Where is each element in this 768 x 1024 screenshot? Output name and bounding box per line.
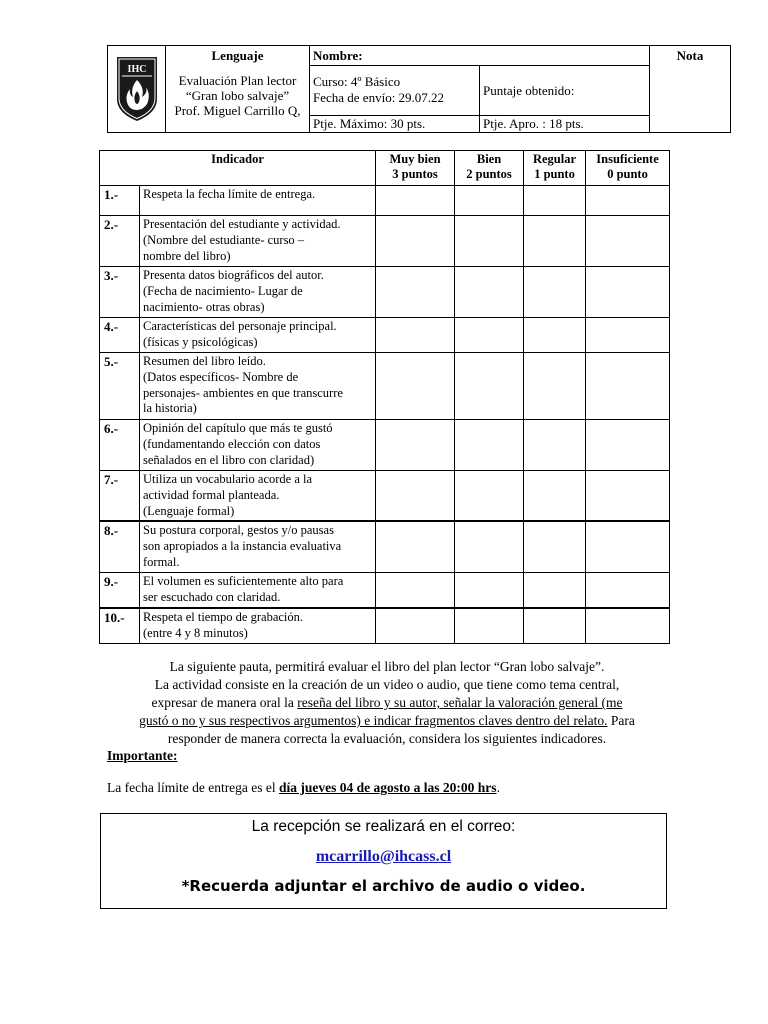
rubric-row-number: 6.-: [100, 419, 140, 470]
subject-cell: [166, 46, 310, 133]
school-crest-icon: [115, 55, 159, 123]
score-regular-cell[interactable]: [524, 470, 586, 521]
rubric-row: [100, 608, 670, 643]
score-insuficiente-cell[interactable]: [586, 521, 670, 572]
rubric-indicator: [140, 419, 376, 470]
score-obtained-field[interactable]: Puntaje obtenido:: [480, 66, 650, 116]
indicator-line: nombre del libro): [143, 248, 231, 263]
score-bien-cell[interactable]: [455, 352, 524, 419]
grade-field[interactable]: Nota: [650, 46, 731, 133]
instr-line-4: gustó o no y sus respectivos argumentos) e indicar fragmentos claves dentro del relato. Para: [139, 713, 635, 728]
score-insuficiente-cell[interactable]: [586, 352, 670, 419]
rubric-row-number: 5.-: [100, 352, 140, 419]
indicator-line: (Datos específicos- Nombre de: [143, 369, 299, 384]
indicator-line: son apropiados a la instancia evaluativa: [143, 539, 342, 554]
score-regular-cell[interactable]: [524, 608, 586, 643]
indicator-line: ser escuchado con claridad.: [143, 589, 281, 604]
score-bien-cell[interactable]: [455, 470, 524, 521]
score-bien-cell[interactable]: [455, 318, 524, 353]
indicator-line: (Nombre del estudiante- curso –: [143, 232, 305, 247]
score-bien-cell[interactable]: [455, 419, 524, 470]
rubric-row-number: 2.-: [100, 216, 140, 267]
rubric-row: [100, 470, 670, 521]
score-regular-cell[interactable]: [524, 216, 586, 267]
important-heading: Importante:: [107, 748, 178, 763]
score-regular-cell[interactable]: [524, 186, 586, 216]
rubric-indicator: [140, 352, 376, 419]
rubric-row: [100, 318, 670, 353]
indicator-line: Resumen del libro leído.: [143, 353, 266, 368]
score-regular-cell[interactable]: [524, 352, 586, 419]
rubric-row: [100, 267, 670, 318]
rubric-indicator: [140, 608, 376, 643]
rubric-indicator: [140, 186, 376, 216]
rubric-row-number: 8.-: [100, 521, 140, 572]
rubric-row-number: 10.-: [100, 608, 140, 643]
score-regular-cell[interactable]: [524, 573, 586, 608]
indicator-line: (Fecha de nacimiento- Lugar de: [143, 283, 303, 298]
score-muy-bien-cell[interactable]: [376, 186, 455, 216]
school-logo: [108, 46, 166, 133]
score-muy-bien-cell[interactable]: [376, 470, 455, 521]
score-regular-cell[interactable]: [524, 267, 586, 318]
score-bien-cell[interactable]: [455, 521, 524, 572]
col-header-bien: Bien 2 puntos: [455, 151, 524, 186]
rubric-indicator: [140, 521, 376, 572]
rubric-header-row: [100, 151, 670, 186]
score-muy-bien-cell[interactable]: [376, 419, 455, 470]
instructions: [107, 658, 667, 748]
col-header-insuficiente: Insuficiente 0 punto: [586, 151, 670, 186]
score-bien-cell[interactable]: [455, 267, 524, 318]
indicator-line: señalados en el libro con claridad): [143, 452, 315, 467]
score-insuficiente-cell[interactable]: [586, 419, 670, 470]
score-muy-bien-cell[interactable]: [376, 216, 455, 267]
subject-line-2: “Gran lobo salvaje”: [185, 87, 290, 103]
score-insuficiente-cell[interactable]: [586, 318, 670, 353]
col-header-muy-bien: Muy bien 3 puntos: [376, 151, 455, 186]
score-muy-bien-cell[interactable]: [376, 267, 455, 318]
rubric-indicator: [140, 267, 376, 318]
submission-box: [100, 813, 667, 909]
indicator-line: Utiliza un vocabulario acorde a la: [143, 471, 313, 486]
score-insuficiente-cell[interactable]: [586, 186, 670, 216]
indicator-line: Características del personaje principal.: [143, 319, 337, 333]
svg-text:IHC: IHC: [127, 64, 146, 75]
submission-line: La recepción se realizará en el correo:: [251, 818, 516, 835]
col-header-indicador: Indicador: [100, 151, 376, 186]
indicator-line: la historia): [143, 401, 197, 416]
instr-line-5: responder de manera correcta la evaluación, considera los siguientes indicadores.: [167, 731, 607, 746]
score-insuficiente-cell[interactable]: [586, 267, 670, 318]
indicator-line: Presentación del estudiante y actividad.: [143, 217, 341, 231]
indicator-line: Respeta la fecha límite de entrega.: [143, 187, 316, 201]
score-insuficiente-cell[interactable]: [586, 216, 670, 267]
deadline-date: día jueves 04 de agosto a las 20:00 hrs: [279, 780, 497, 795]
indicator-line: formal.: [143, 555, 180, 570]
indicator-line: El volumen es suficientemente alto para: [143, 574, 344, 588]
indicator-line: Presenta datos biográficos del autor.: [143, 268, 324, 282]
score-bien-cell[interactable]: [455, 608, 524, 643]
send-date: Fecha de envío: 29.07.22: [313, 89, 445, 105]
deadline-text: La fecha límite de entrega es el día jueves 04 de agosto a las 20:00 hrs.: [107, 780, 500, 795]
rubric-indicator: [140, 216, 376, 267]
rubric-row-number: 4.-: [100, 318, 140, 353]
indicator-line: actividad formal planteada.: [143, 487, 280, 502]
rubric-row-number: 1.-: [100, 186, 140, 216]
attach-reminder: *Recuerda adjuntar el archivo de audio o video.: [181, 877, 586, 895]
score-regular-cell[interactable]: [524, 521, 586, 572]
score-muy-bien-cell[interactable]: [376, 573, 455, 608]
rubric-row: [100, 216, 670, 267]
subject-line-1: Evaluación Plan lector: [178, 72, 297, 88]
indicator-line: (físicas y psicológicas): [143, 334, 258, 349]
score-bien-cell[interactable]: [455, 216, 524, 267]
pass-score: Ptje. Apro. : 18 pts.: [480, 116, 650, 133]
email-link[interactable]: mcarrillo@ihcass.cl: [315, 848, 452, 865]
rubric-table: [99, 150, 670, 644]
rubric-row-number: 7.-: [100, 470, 140, 521]
instr-line-2: La actividad consiste en la creación de un video o audio, que tiene como tema central,: [154, 677, 620, 692]
indicator-line: (Lenguaje formal): [143, 503, 235, 518]
rubric-body: [100, 186, 670, 644]
score-muy-bien-cell[interactable]: [376, 608, 455, 643]
course-label: Curso: 4º Básico: [313, 74, 401, 89]
subject-line-3: Prof. Miguel Carrillo Q,: [174, 103, 301, 119]
indicator-line: (entre 4 y 8 minutos): [143, 625, 248, 640]
score-muy-bien-cell[interactable]: [376, 352, 455, 419]
indicator-line: Opinión del capítulo que más te gustó: [143, 420, 333, 435]
rubric-row: [100, 521, 670, 572]
rubric-row: [100, 573, 670, 608]
score-regular-cell[interactable]: [524, 318, 586, 353]
indicator-line: (fundamentando elección con datos: [143, 436, 321, 451]
subject-title: Lenguaje: [211, 48, 264, 63]
rubric-row-number: 9.-: [100, 573, 140, 608]
rubric-row: [100, 186, 670, 216]
score-regular-cell[interactable]: [524, 419, 586, 470]
rubric-row: [100, 352, 670, 419]
student-name-field[interactable]: Nombre:: [310, 46, 650, 66]
rubric-indicator: [140, 470, 376, 521]
rubric-indicator: [140, 318, 376, 353]
rubric-row: [100, 419, 670, 470]
header-table: [107, 45, 731, 133]
indicator-line: Respeta el tiempo de grabación.: [143, 609, 304, 624]
course-info: [310, 66, 480, 116]
indicator-line: Su postura corporal, gestos y/o pausas: [143, 523, 334, 538]
col-header-regular: Regular 1 punto: [524, 151, 586, 186]
indicator-line: nacimiento- otras obras): [143, 299, 265, 314]
indicator-line: personajes- ambientes en que transcurre: [143, 385, 343, 400]
score-bien-cell[interactable]: [455, 573, 524, 608]
score-insuficiente-cell[interactable]: [586, 470, 670, 521]
max-score: Ptje. Máximo: 30 pts.: [310, 116, 480, 133]
rubric-indicator: [140, 573, 376, 608]
score-bien-cell[interactable]: [455, 186, 524, 216]
instr-line-3: expresar de manera oral la reseña del libro y su autor, señalar la valoración general (me: [151, 695, 623, 710]
score-insuficiente-cell[interactable]: [586, 608, 670, 643]
rubric-row-number: 3.-: [100, 267, 140, 318]
score-insuficiente-cell[interactable]: [586, 573, 670, 608]
instr-line-1: La siguiente pauta, permitirá evaluar el libro del plan lector “Gran lobo salvaje”.: [169, 659, 605, 674]
score-muy-bien-cell[interactable]: [376, 318, 455, 353]
score-muy-bien-cell[interactable]: [376, 521, 455, 572]
